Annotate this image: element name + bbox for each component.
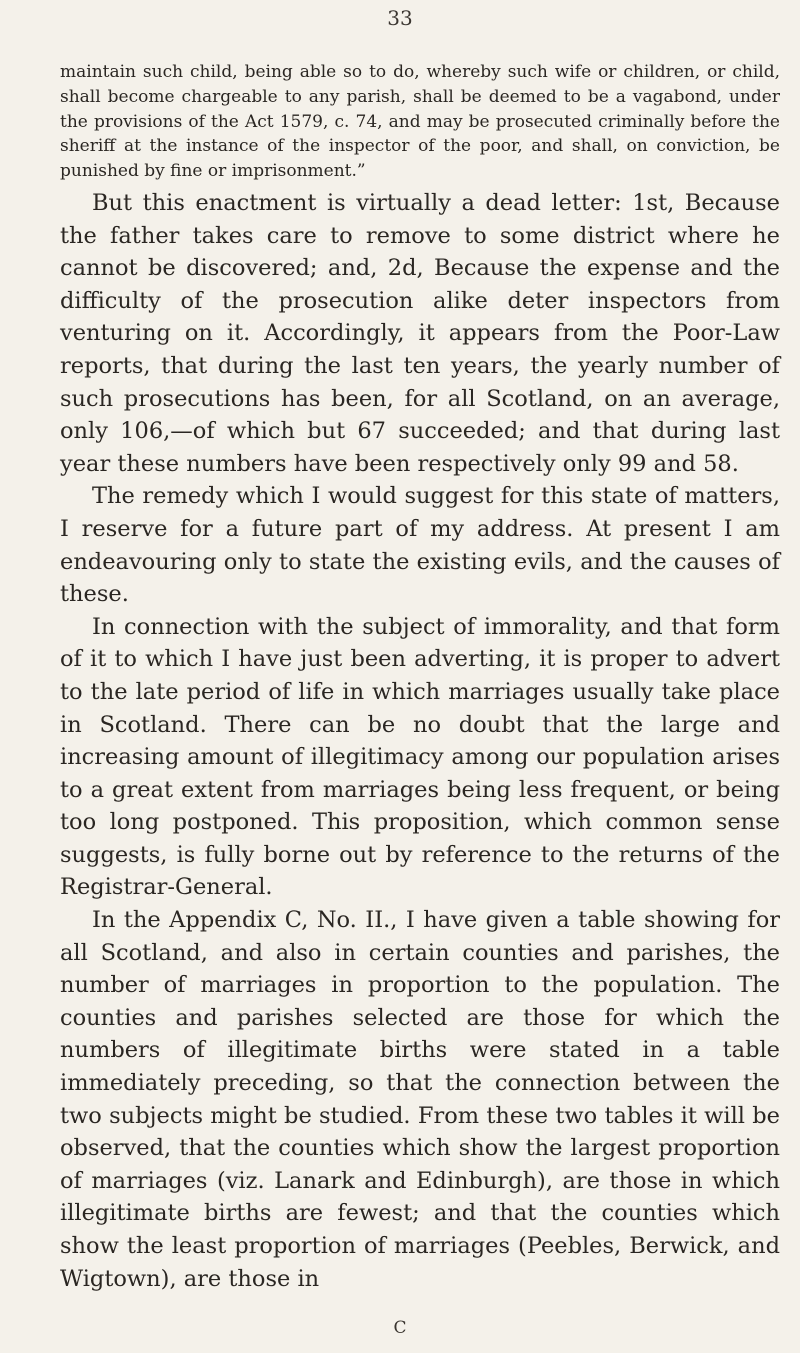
paragraph: In connection with the subject of immorality, and that form of it to which I have just been adverting, it is proper to advert to the late period of life in which marriages usually take place in Scotland. There can be no doubt that the large and increasing amount of illegitimacy among our population arises to a great extent from marriages being less frequent, or being too long postponed. This proposition, which common sense suggests, is fully borne out by reference to the returns of the Registrar-General. bbox=[60, 613, 780, 901]
paragraph: But this enactment is virtually a dead letter: 1st, Because the father takes care to remove to some district where he cannot be discovered; and, 2d, Because the expense and the difficulty of the prosecution alike deter inspectors from venturing on it. Accordingly, it appears from the Poor-Law reports, that during the last ten years, the yearly number of such prosecutions has been, for all Scotland, on an average, only 106,—of which but 67 succeeded; and that during last year these numbers have been respectively only 99 and 58. bbox=[60, 190, 780, 477]
page-number: 33 bbox=[387, 6, 413, 30]
signature-mark: C bbox=[393, 1318, 407, 1338]
main-text bbox=[60, 187, 780, 1295]
quoted-statute-text: maintain such child, being able so to do, whereby such wife or children, or child, shall become chargeable to any parish, shall be deemed to be a vagabond, under the provisions of the Act 1579, c. 74, and may be prosecuted criminally before the sheriff at the instance of the inspector of the poor, and shall, on conviction, be punished by fine or imprisonment.” bbox=[60, 62, 780, 182]
paragraph: In the Appendix C, No. II., I have given a table showing for all Scotland, and also in certain counties and parishes, the number of marriages in proportion to the population. The counties and parishes selected are those for which the numbers of illegitimate births were stated in a table immediately preceding, so that the connection between the two subjects might be studied. From these two tables it will be observed, that the counties which show the largest proportion of marriages (viz. Lanark and Edinburgh), are those in which illegitimate births are fewest; and that the counties which show the least proportion of marriages (Peebles, Berwick, and Wigtown), are those in bbox=[60, 907, 780, 1292]
paragraph: The remedy which I would suggest for this state of matters, I reserve for a future part of my address. At present I am endeavouring only to state the existing evils, and the causes of these. bbox=[60, 483, 780, 608]
